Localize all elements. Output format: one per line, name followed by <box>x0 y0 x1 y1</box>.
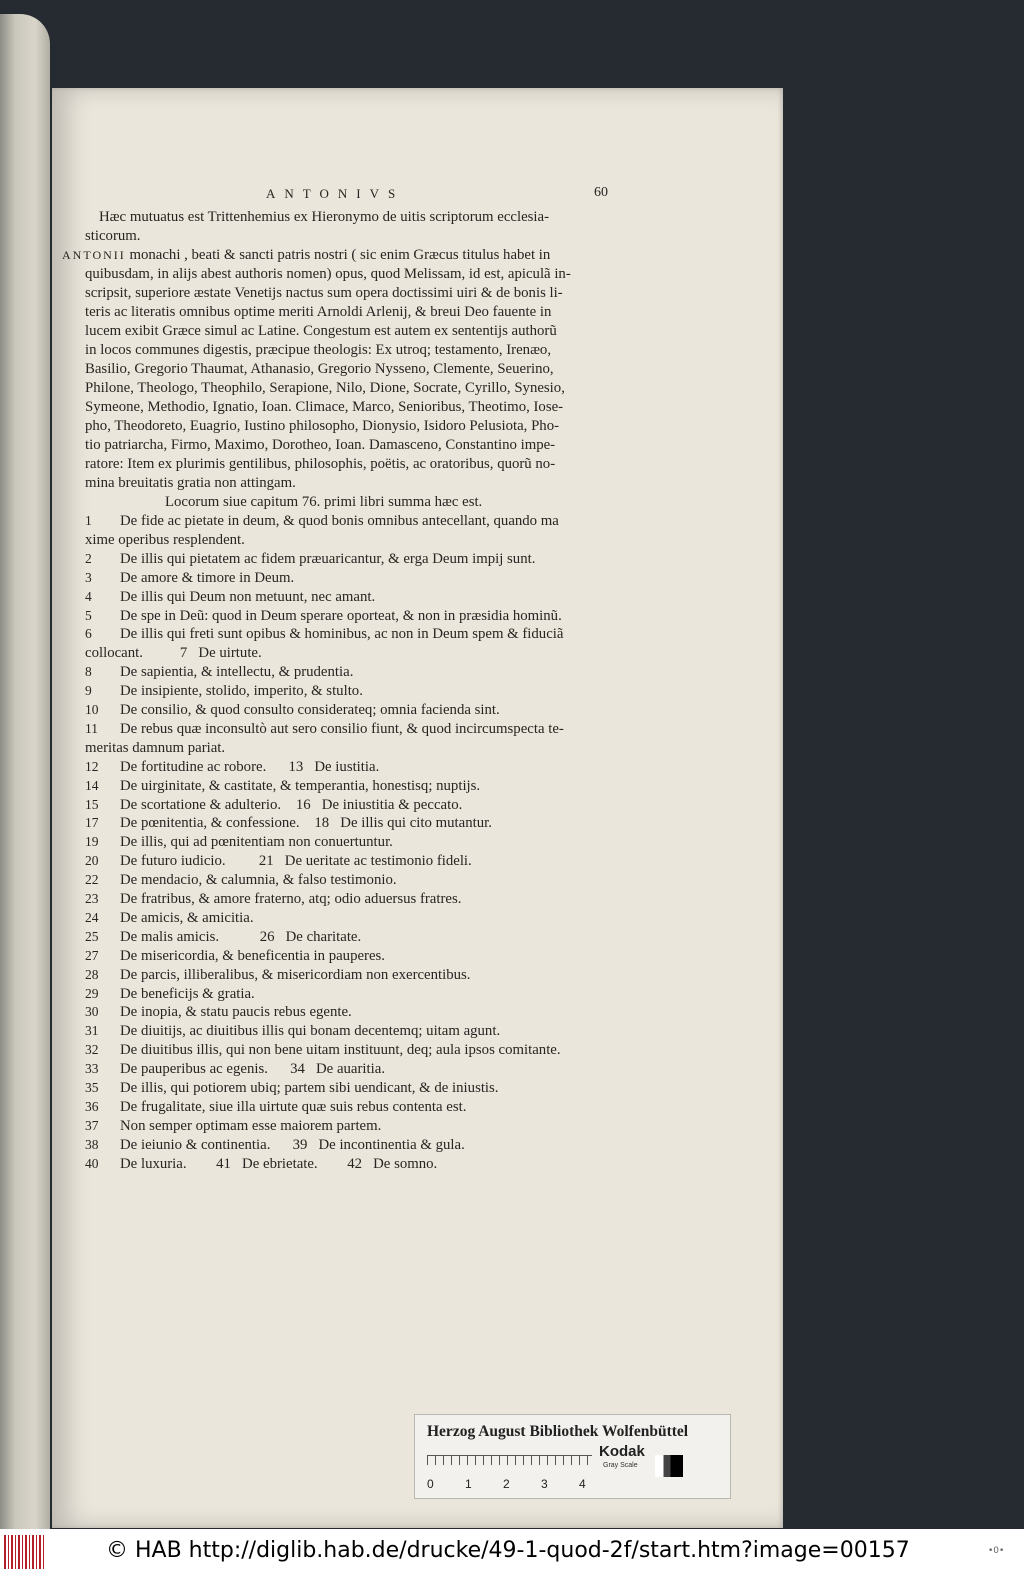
page-number: 60 <box>594 185 608 200</box>
chapter-number: 15 <box>85 796 99 812</box>
chapter-title: De illis qui pietatem ac fidem præuaricantur, & erga Deum impij sunt. <box>120 550 536 567</box>
text-line: pho, Theodoreto, Euagrio, Iustino philosopho, Dionysio, Isidoro Pelusiota, Pho- <box>85 418 560 434</box>
chapter-number: 38 <box>85 1136 99 1152</box>
chapter-title: De amicis, & amicitia. <box>120 909 254 926</box>
chapter-number: 36 <box>85 1098 99 1114</box>
chapter-title: De diuitijs, ac diuitibus illis qui bonam decentemq; uitam agunt. <box>120 1023 501 1040</box>
chapter-title: De luxuria. 41 De ebrietate. 42 De somno. <box>120 1155 438 1172</box>
chapter-title: De fortitudine ac robore. 13 De iustitia. <box>120 758 380 775</box>
chapter-title: xime operibus resplendent. <box>85 531 245 548</box>
text-line: lucem exibit Græce simul ac Latine. Congestum est autem ex sententijs authorũ <box>85 323 557 339</box>
chapter-title: De sapientia, & intellectu, & prudentia. <box>120 664 354 681</box>
gray-scale-patch <box>655 1455 683 1477</box>
ruler-label: 3 <box>541 1477 548 1491</box>
text-line: Philone, Theologo, Theophilo, Serapione, Nilo, Dione, Socrate, Cyrillo, Synesio, <box>85 380 565 396</box>
ruler-label: 0 <box>427 1477 434 1491</box>
chapter-number: 33 <box>85 1061 99 1077</box>
text-line: quibusdam, in alijs abest authoris nomen) opus, quod Melissam, id est, apiculã in- <box>85 266 571 282</box>
chapter-title: meritas damnum pariat. <box>85 739 226 756</box>
chapter-title: De ieiunio & continentia. 39 De incontinentia & gula. <box>120 1136 465 1153</box>
chapter-number: 24 <box>85 909 99 925</box>
chapter-title: De fide ac pietate in deum, & quod bonis omnibus antecellant, quando ma <box>120 513 559 529</box>
chapter-title: De scortatione & adulterio. 16 De iniustitia & peccato. <box>120 796 463 813</box>
kodak-subtitle: Gray Scale <box>603 1462 638 1469</box>
chapter-title: De insipiente, stolido, imperito, & stulto. <box>120 683 363 700</box>
measurement-ruler <box>427 1455 592 1472</box>
chapter-number: 1 <box>85 513 92 528</box>
chapter-number: 20 <box>85 853 99 869</box>
chapter-number: 35 <box>85 1080 99 1095</box>
chapter-number: 37 <box>85 1117 99 1133</box>
text-line: mina breuitatis gratia non attingam. <box>85 475 296 491</box>
text-line: teris ac literatis omnibus optime meriti Arnoldi Arlenij, & breui Deo fauente in <box>85 304 552 320</box>
chapter-number: 25 <box>85 928 99 944</box>
chapter-title: De illis, qui potiorem ubiq; partem sibi uendicant, & de iniustis. <box>120 1080 499 1096</box>
text-line: Symeone, Methodio, Ignatio, Ioan. Climace, Marco, Senioribus, Theotimo, Iose- <box>85 399 564 415</box>
chapter-title: De inopia, & statu paucis rebus egente. <box>120 1004 352 1021</box>
ruler-label: 1 <box>465 1477 472 1491</box>
facing-page-edge <box>0 14 50 1529</box>
chapter-number: 3 <box>85 569 92 585</box>
chapter-number: 12 <box>85 758 99 774</box>
kodak-logo: Kodak <box>599 1443 645 1460</box>
chapter-title: De beneficijs & gratia. <box>120 985 255 1002</box>
chapter-title: De pœnitentia, & confessione. 18 De illis qui cito mutantur. <box>120 815 492 832</box>
chapter-number: 27 <box>85 947 99 963</box>
text-line: ratore: Item ex plurimis gentilibus, philosophis, poëtis, ac oratoribus, quorũ no- <box>85 456 556 472</box>
chapter-number: 17 <box>85 815 99 831</box>
chapter-title: De uirginitate, & castitate, & temperantia, honestisq; nuptijs. <box>120 777 481 794</box>
chapter-title: De mendacio, & calumnia, & falso testimonio. <box>120 872 397 889</box>
chapter-number: 19 <box>85 834 99 850</box>
running-head: ANTONIVS <box>266 186 405 201</box>
book-page <box>52 88 783 1528</box>
chapter-title: De illis qui freti sunt opibus & hominibus, ac non in Deum spem & fiduciã <box>120 626 564 643</box>
chapter-number: 22 <box>85 872 99 888</box>
text-line: ANTONII monachi , beati & sancti patris nostri ( sic enim Græcus titulus habet in <box>62 247 551 263</box>
chapter-number: 14 <box>85 777 99 793</box>
chapter-number: 9 <box>85 683 92 699</box>
ruler-label: 4 <box>579 1477 586 1491</box>
chapter-title: De amore & timore in Deum. <box>120 569 295 586</box>
footer-dots: •0• <box>988 1546 1005 1556</box>
chapter-number: 32 <box>85 1042 99 1058</box>
color-reference-card <box>414 1414 731 1499</box>
chapter-title: De consilio, & quod consulto considerateq; omnia facienda sint. <box>120 702 500 718</box>
chapter-number: 11 <box>85 720 98 736</box>
author-name: ANTONII <box>62 248 126 262</box>
text-line: tio patriarcha, Firmo, Maximo, Dorotheo, Ioan. Damasceno, Constantino impe- <box>85 437 556 453</box>
chapter-number: 4 <box>85 588 92 604</box>
chapter-title: Non semper optimam esse maiorem partem. <box>120 1117 382 1134</box>
section-heading: Locorum siue capitum 76. primi libri summa hæc est. <box>165 494 483 510</box>
chapter-title: De pauperibus ac egenis. 34 De auaritia. <box>120 1061 386 1078</box>
text-line: Basilio, Gregorio Thaumat, Athanasio, Gregorio Nysseno, Clemente, Seuerino, <box>85 361 554 377</box>
chapter-number: 2 <box>85 550 92 566</box>
chapter-number: 28 <box>85 966 99 982</box>
chapter-title: De malis amicis. 26 De charitate. <box>120 928 362 945</box>
text-line: sticorum. <box>85 228 141 244</box>
text-line: Hæc mutuatus est Trittenhemius ex Hieronymo de uitis scriptorum ecclesia- <box>99 209 549 225</box>
text-line: scripsit, superiore æstate Venetijs nactus sum opera doctissimi uiri & de bonis li- <box>85 285 563 301</box>
chapter-number: 29 <box>85 985 99 1001</box>
chapter-title: De illis qui Deum non metuunt, nec amant. <box>120 588 376 605</box>
chapter-title: De rebus quæ inconsultò aut sero consilio fiunt, & quod incircumspecta te- <box>120 720 564 737</box>
chapter-title: De diuitibus illis, qui non bene uitam instituunt, deq; aula ipsos comitante. <box>120 1042 561 1059</box>
page-text <box>52 88 783 1528</box>
chapter-number: 31 <box>85 1023 99 1039</box>
chapter-number: 6 <box>85 626 92 642</box>
ruler-label: 2 <box>503 1477 510 1491</box>
chapter-title: collocant. 7 De uirtute. <box>85 645 262 662</box>
chapter-number: 10 <box>85 702 99 717</box>
chapter-number: 5 <box>85 607 92 623</box>
chapter-title: De illis, qui ad pœnitentiam non conuertuntur. <box>120 834 393 851</box>
chapter-title: De spe in Deũ: quod in Deum sperare oporteat, & non in præsidia hominũ. <box>120 607 562 624</box>
chapter-title: De misericordia, & beneficentia in pauperes. <box>120 947 386 964</box>
chapter-number: 30 <box>85 1004 99 1020</box>
chapter-number: 23 <box>85 891 99 906</box>
chapter-title: De fratribus, & amore fraterno, atq; odio aduersus fratres. <box>120 891 462 907</box>
footer-url[interactable]: © HAB http://diglib.hab.de/drucke/49-1-quod-2f/start.htm?image=00157 <box>106 1538 910 1563</box>
text-line: in locos communes digestis, præcipue theologis: Ex utroq; testamento, Irenæo, <box>85 342 552 358</box>
chapter-title: De frugalitate, siue illa uirtute quæ suis rebus contenta est. <box>120 1098 467 1115</box>
chapter-number: 8 <box>85 664 92 680</box>
chapter-title: De futuro iudicio. 21 De ueritate ac testimonio fideli. <box>120 853 472 870</box>
chapter-title: De parcis, illiberalibus, & misericordiam non exercentibus. <box>120 966 471 983</box>
hab-logo-icon <box>4 1535 46 1569</box>
chapter-number: 40 <box>85 1155 99 1171</box>
card-title: Herzog August Bibliothek Wolfenbüttel <box>427 1423 689 1440</box>
